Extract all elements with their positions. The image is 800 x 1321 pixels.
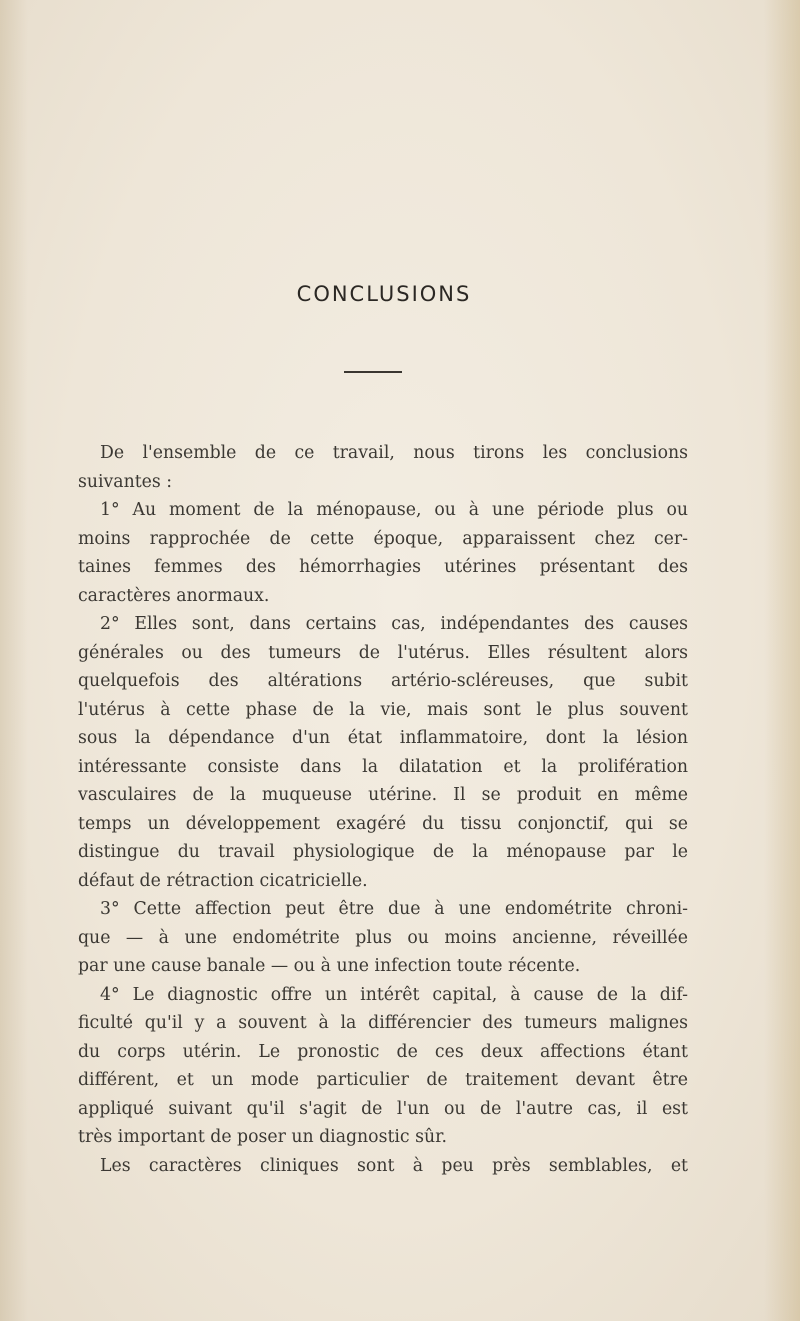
text-line: vasculaires de la muqueuse utérine. Il se produit en même <box>78 785 688 805</box>
text-line: l'utérus à cette phase de la vie, mais sont le plus souvent <box>78 699 688 720</box>
text-line: quelquefois des altérations artério-scléreuses, que subit <box>78 671 688 691</box>
text-line: 2° Elles sont, dans certains cas, indépendantes des causes <box>100 614 688 634</box>
text-line: très important de poser un diagnostic sûr. <box>78 1127 447 1147</box>
text-line: suivantes : <box>78 471 173 492</box>
text-line: par une cause banale — ou à une infection toute récente. <box>78 956 581 976</box>
page-edge-shadow-left <box>0 0 28 1321</box>
text-line: caractères anormaux. <box>78 585 270 606</box>
text-line: Les caractères cliniques sont à peu près semblables, et <box>100 1155 688 1176</box>
text-line: sous la dépendance d'un état inflammatoire, dont la lésion <box>78 728 688 748</box>
page-edge-shadow-right <box>764 0 800 1321</box>
text-line: intéressante consiste dans la dilatation et la prolifération <box>78 756 688 777</box>
text-line: 1° Au moment de la ménopause, ou à une période plus ou <box>100 500 688 520</box>
body-text <box>78 439 688 1180</box>
text-line: taines femmes des hémorrhagies utérines présentant des <box>78 557 688 577</box>
text-line: appliqué suivant qu'il s'agit de l'un ou de l'autre cas, il est <box>78 1098 688 1119</box>
text-line: 4° Le diagnostic offre un intérêt capital, à cause de la dif- <box>100 984 688 1005</box>
text-line: De l'ensemble de ce travail, nous tirons les conclusions <box>100 443 688 463</box>
text-line: 3° Cette affection peut être due à une endométrite chroni- <box>100 899 688 919</box>
text-line: du corps utérin. Le pronostic de ces deux affections étant <box>78 1041 688 1062</box>
text-line: générales ou des tumeurs de l'utérus. Elles résultent alors <box>78 642 688 663</box>
page-title: CONCLUSIONS <box>296 282 472 306</box>
title-divider <box>344 371 402 373</box>
text-line: temps un développement exagéré du tissu conjonctif, qui se <box>78 813 688 834</box>
text-line: défaut de rétraction cicatricielle. <box>78 870 368 891</box>
text-line: que — à une endométrite plus ou moins ancienne, réveillée <box>78 927 688 948</box>
text-line: différent, et un mode particulier de traitement devant être <box>78 1070 688 1090</box>
text-line: moins rapprochée de cette époque, apparaissent chez cer- <box>78 528 688 549</box>
text-line: ficulté qu'il y a souvent à la différencier des tumeurs malignes <box>78 1013 688 1033</box>
text-line: distingue du travail physiologique de la ménopause par le <box>78 842 688 862</box>
